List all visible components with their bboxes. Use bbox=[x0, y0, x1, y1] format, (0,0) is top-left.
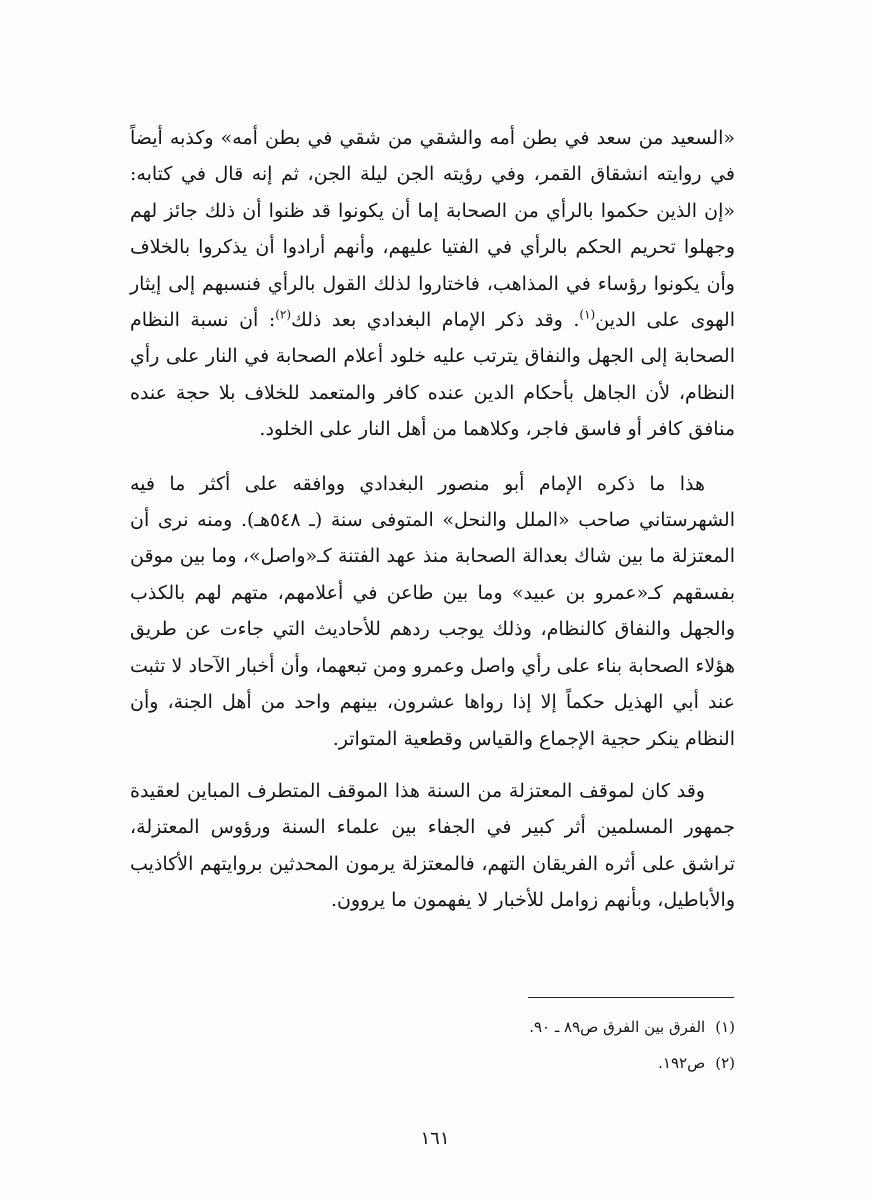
paragraph-3: وقد كان لموقف المعتزلة من السنة هذا الموقف المتطرف المباين لعقيدة جمهور المسلمين أثر كبير في الجفاء بين علماء السنة ورؤوس المعتزلة، تراشق على أثره الفريقان التهم، فالمعتزلة يرمون المحدثين بروايتهم الأكاذيب والأباطيل، وبأنهم زوامل للأخبار لا يفهمون ما يروون. bbox=[130, 779, 735, 912]
paragraph-1-part-b: . وقد ذكر الإمام البغدادي بعد ذلك bbox=[291, 309, 580, 332]
paragraph-1 bbox=[130, 120, 735, 448]
footnote-2-number: (٢) bbox=[715, 1054, 735, 1072]
paragraph-1-part-c: : أن نسبة النظام الصحابة إلى الجهل والنفاق يترتب عليه خلود أعلام الصحابة في النار على رأي النظام، لأن الجاهل بأحكام الدين عنده كافر والمتعمد للخلاف بلا حجة عنده منافق كافر أو فاسق فاجر، وكلاهما من أهل النار على الخلود. bbox=[130, 309, 735, 441]
footnote-1-text: الفرق بين الفرق ص٨٩ ـ ٩٠. bbox=[529, 1018, 706, 1036]
footnote-2-text: ص١٩٢. bbox=[658, 1054, 706, 1072]
page-number: ١٦١ bbox=[420, 1128, 450, 1149]
footnote-2 bbox=[430, 1045, 735, 1081]
footnote-1 bbox=[430, 1009, 735, 1045]
footnote-divider bbox=[528, 997, 734, 998]
footnote-1-number: (١) bbox=[715, 1018, 735, 1036]
paragraph-1-part-a: «السعيد من سعد في بطن أمه والشقي من شقي في بطن أمه» وكذبه أيضاً في روايته انشقاق القمر، وفي رؤيته الجن ليلة الجن، ثم إنه قال في كتابه: «إن الذين حكموا بالرأي من الصحابة إما أن يكونوا قد ظنوا أن ذلك جائز لهم وجهلوا تحريم الحكم بالرأي في الفتيا عليهم، وأنهم أرادوا أن يذكروا بالخلاف وأن يكونوا رؤساء في المذاهب، فاختاروا لذلك القول بالرأي فنسبهم إلى إيثار الهوى على الدين bbox=[130, 127, 735, 332]
paragraph-2: هذا ما ذكره الإمام أبو منصور البغدادي ووافقه على أكثر ما فيه الشهرستاني صاحب «الملل والنحل» المتوفى سنة (ـ ٥٤٨هـ). ومنه نرى أن المعتزلة ما بين شاك بعدالة الصحابة منذ عهد الفتنة كـ«واصل»، وما بين موقن بفسقهم كـ«عمرو بن عبيد» وما بين طاعن في أعلامهم، متهم لهم بالكذب والجهل والنفاق كالنظام، وذلك يوجب ردهم للأحاديث التي جاءت عن طريق هؤلاء الصحابة بناء على رأي واصل وعمرو ومن تبعهما، وأن أخبار الآحاد لا تثبت عند أبي الهذيل حكماً إلا إذا رواها عشرون، بينهم واحد من أهل الجنة، وأن النظام ينكر حجية الإجماع والقياس وقطعية المتواتر. bbox=[130, 472, 735, 750]
footnote-ref-2: (٢) bbox=[275, 307, 292, 322]
footnotes bbox=[430, 1009, 735, 1081]
main-text bbox=[130, 120, 735, 919]
footnote-ref-1: (١) bbox=[579, 307, 596, 322]
